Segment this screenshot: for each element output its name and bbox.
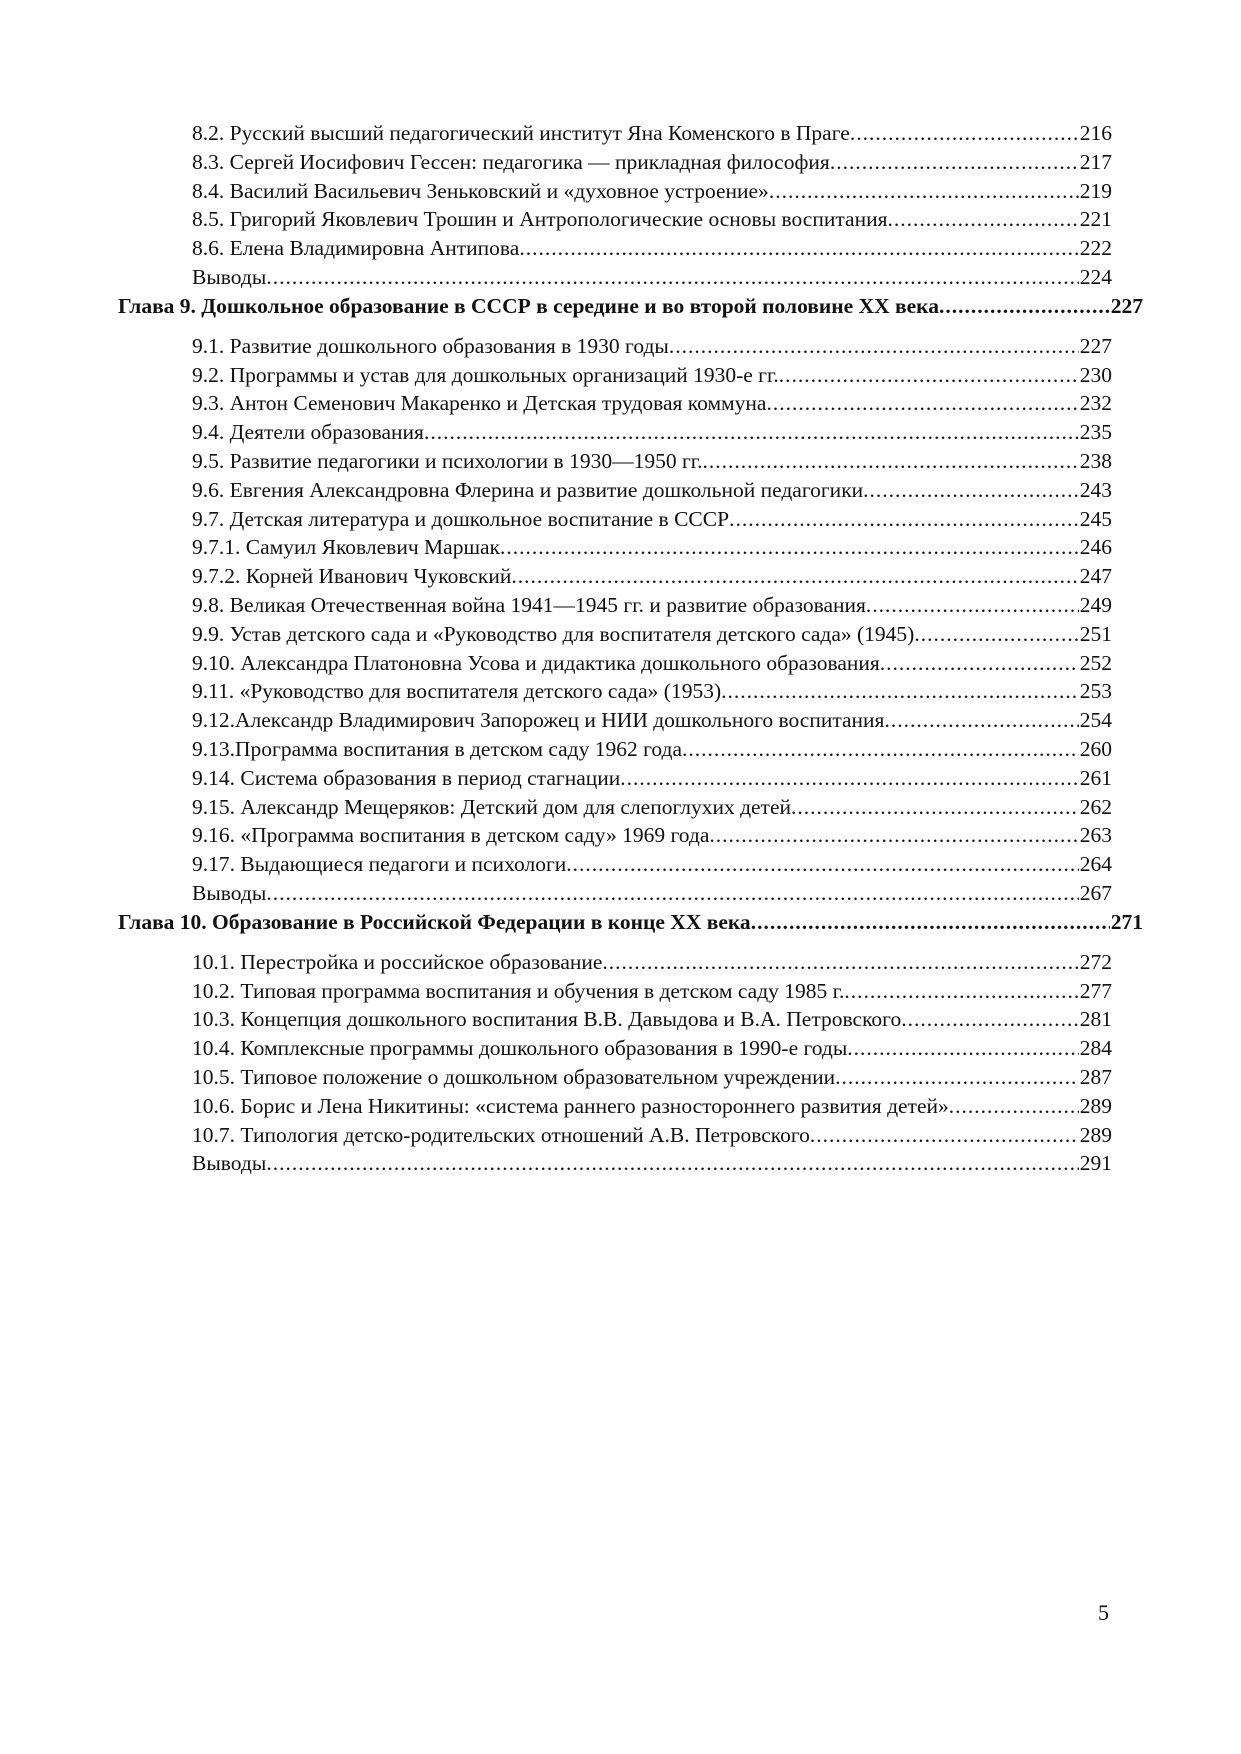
toc-chapter-heading — [118, 908, 1143, 948]
toc-entry — [192, 793, 1112, 822]
toc-entry — [192, 1005, 1112, 1034]
toc-entry-page: 254 — [1079, 708, 1112, 733]
toc-entry-title: 9.12.Александр Владимирович Запорожец и НИИ дошкольного воспитания — [192, 708, 885, 733]
dot-leader — [602, 948, 1078, 977]
dot-leader — [887, 205, 1078, 234]
toc-entry-title: 8.4. Василий Васильевич Зеньковский и «духовное устроение» — [192, 178, 769, 203]
dot-leader — [884, 706, 1078, 735]
toc-entry — [192, 389, 1112, 418]
toc-entry-page: 262 — [1079, 794, 1112, 819]
toc-entry — [192, 234, 1112, 263]
toc-entry-page: 271 — [1110, 909, 1143, 934]
toc-entry-page: 251 — [1079, 621, 1112, 646]
toc-entry-page: 238 — [1079, 448, 1112, 473]
toc-entry-page: 291 — [1079, 1151, 1112, 1176]
toc-entry-page: 261 — [1079, 765, 1112, 790]
toc-entry-title: 10.5. Типовое положение о дошкольном образовательном учреждении — [192, 1064, 836, 1089]
dot-leader — [939, 292, 1110, 321]
toc-entry — [192, 533, 1112, 562]
toc-entry-title: 9.17. Выдающиеся педагоги и психологи — [192, 852, 567, 877]
toc-entry-page: 260 — [1079, 736, 1112, 761]
dot-leader — [721, 677, 1079, 706]
dot-leader — [791, 793, 1079, 822]
toc-entry — [192, 764, 1112, 793]
toc-entry — [192, 821, 1112, 850]
toc-entry-page: 235 — [1079, 420, 1112, 445]
dot-leader — [751, 908, 1110, 937]
dot-leader — [830, 148, 1079, 177]
toc-entry-page: 245 — [1079, 506, 1112, 531]
toc-entry-page: 263 — [1079, 823, 1112, 848]
toc-entry-page: 277 — [1079, 978, 1112, 1003]
toc-entry-page: 217 — [1079, 149, 1112, 174]
dot-leader — [810, 1121, 1079, 1150]
dot-leader — [266, 263, 1078, 292]
toc-entry-title: 9.4. Деятели образования — [192, 420, 424, 445]
toc-entry-title: Выводы — [192, 880, 267, 905]
toc-entry-page: 224 — [1079, 264, 1112, 289]
toc-entry — [192, 1034, 1112, 1063]
toc-entry-title: 9.6. Евгения Александровна Флерина и развитие дошкольной педагогики — [192, 477, 864, 502]
toc-entry-title: Выводы — [192, 264, 267, 289]
dot-leader — [682, 735, 1079, 764]
toc-entry-page: 289 — [1079, 1122, 1112, 1147]
toc-entry-page: 272 — [1079, 949, 1112, 974]
toc-entry-page: 253 — [1079, 679, 1112, 704]
dot-leader — [566, 850, 1078, 879]
dot-leader — [669, 332, 1079, 361]
toc-entry-page: 246 — [1079, 535, 1112, 560]
toc-entry-title: 9.7. Детская литература и дошкольное воспитание в СССР — [192, 506, 730, 531]
toc-entry — [192, 1121, 1112, 1150]
table-of-contents — [0, 119, 1241, 1178]
toc-entry — [192, 1149, 1112, 1178]
toc-entry-title: 10.2. Типовая программа воспитания и обучения в детском саду 1985 г. — [192, 978, 845, 1003]
toc-entry-title: Глава 10. Образование в Российской Федерации в конце XX века — [118, 909, 751, 934]
toc-entry-title: 8.6. Елена Владимировна Антипова — [192, 236, 520, 261]
toc-entry-title: 10.6. Борис и Лена Никитины: «система раннего разностороннего развития детей» — [192, 1093, 949, 1118]
toc-entry — [192, 177, 1112, 206]
toc-entry — [192, 332, 1112, 361]
toc-entry — [192, 706, 1112, 735]
toc-entry-page: 284 — [1079, 1036, 1112, 1061]
toc-entry-page: 221 — [1079, 207, 1112, 232]
toc-entry — [192, 119, 1112, 148]
toc-entry-title: 9.16. «Программа воспитания в детском саду» 1969 года — [192, 823, 710, 848]
toc-entry-title: 9.7.2. Корней Иванович Чуковский — [192, 564, 512, 589]
toc-entry — [192, 677, 1112, 706]
dot-leader — [847, 1034, 1078, 1063]
toc-entry-title: 9.13.Программа воспитания в детском саду 1962 года — [192, 736, 683, 761]
toc-entry-page: 289 — [1079, 1093, 1112, 1118]
toc-entry-page: 281 — [1079, 1007, 1112, 1032]
toc-entry-page: 219 — [1079, 178, 1112, 203]
dot-leader — [901, 1005, 1079, 1034]
toc-entry-title: Глава 9. Дошкольное образование в СССР в середине и во второй половине XX века — [118, 293, 939, 318]
toc-entry-page: 230 — [1079, 362, 1112, 387]
toc-entry-title: 9.14. Система образования в период стагнации — [192, 765, 621, 790]
toc-entry — [192, 476, 1112, 505]
toc-entry-page: 222 — [1079, 236, 1112, 261]
dot-leader — [880, 649, 1079, 678]
toc-entry-title: 8.2. Русский высший педагогический институт Яна Коменского в Праге — [192, 121, 850, 145]
dot-leader — [835, 1063, 1079, 1092]
toc-entry — [192, 735, 1112, 764]
toc-entry-title: 8.5. Григорий Яковлевич Трошин и Антропологические основы воспитания — [192, 207, 888, 232]
toc-entry — [192, 447, 1112, 476]
toc-entry — [192, 620, 1112, 649]
dot-leader — [769, 177, 1079, 206]
page-number: 5 — [1098, 1600, 1109, 1625]
toc-entry — [192, 1092, 1112, 1121]
toc-entry-page: 247 — [1079, 564, 1112, 589]
dot-leader — [850, 119, 1079, 148]
dot-leader — [424, 418, 1079, 447]
dot-leader — [266, 1149, 1078, 1178]
toc-entry-page: 287 — [1079, 1064, 1112, 1089]
toc-entry-title: 9.5. Развитие педагогики и психологии в 1930—1950 гг. — [192, 448, 703, 473]
toc-entry-title: 9.11. «Руководство для воспитателя детского сада» (1953) — [192, 679, 722, 704]
toc-entry — [192, 148, 1112, 177]
toc-entry-title: 9.9. Устав детского сада и «Руководство для воспитателя детского сада» (1945) — [192, 621, 915, 646]
toc-entry-title: 10.4. Комплексные программы дошкольного образования в 1990-е годы — [192, 1036, 848, 1061]
toc-entry-title: 9.10. Александра Платоновна Усова и дидактика дошкольного образования — [192, 650, 880, 675]
toc-entry — [192, 977, 1112, 1006]
dot-leader — [519, 234, 1078, 263]
toc-entry — [192, 850, 1112, 879]
dot-leader — [620, 764, 1078, 793]
toc-entry-title: 9.1. Развитие дошкольного образования в 1930 годы — [192, 333, 669, 358]
dot-leader — [703, 447, 1079, 476]
dot-leader — [914, 620, 1078, 649]
dot-leader — [709, 821, 1078, 850]
dot-leader — [844, 977, 1078, 1006]
toc-entry — [192, 649, 1112, 678]
toc-entry-title: 9.7.1. Самуил Яковлевич Маршак — [192, 535, 500, 560]
toc-entry-title: 9.15. Александр Мещеряков: Детский дом для слепоглухих детей — [192, 794, 791, 819]
dot-leader — [511, 562, 1078, 591]
toc-entry-title: 9.8. Великая Отечественная война 1941—1945 гг. и развитие образования — [192, 592, 866, 617]
dot-leader — [766, 389, 1078, 418]
toc-entry — [192, 879, 1112, 908]
toc-entry-page: 227 — [1110, 293, 1143, 318]
toc-entry — [192, 948, 1112, 977]
toc-entry — [192, 263, 1112, 292]
toc-entry — [192, 418, 1112, 447]
toc-entry-page: 227 — [1079, 333, 1112, 358]
dot-leader — [949, 1092, 1079, 1121]
toc-entry-title: 8.3. Сергей Иосифович Гессен: педагогика — прикладная философия — [192, 149, 830, 174]
toc-entry — [192, 505, 1112, 534]
toc-entry-title: 10.7. Типология детско-родительских отношений А.В. Петровского — [192, 1122, 810, 1147]
toc-entry-title: 9.2. Программы и устав для дошкольных организаций 1930-е гг. — [192, 362, 779, 387]
dot-leader — [500, 533, 1079, 562]
toc-entry-page: 264 — [1079, 852, 1112, 877]
toc-entry — [192, 1063, 1112, 1092]
dot-leader — [863, 476, 1079, 505]
toc-entry — [192, 205, 1112, 234]
dot-leader — [779, 361, 1079, 390]
toc-entry-page: 267 — [1079, 880, 1112, 905]
toc-entry-page: 243 — [1079, 477, 1112, 502]
toc-entry-title: 10.1. Перестройка и российское образование — [192, 949, 603, 974]
toc-entry — [192, 361, 1112, 390]
dot-leader — [729, 505, 1079, 534]
toc-entry-title: 10.3. Концепция дошкольного воспитания В.В. Давыдова и В.А. Петровского — [192, 1007, 902, 1032]
toc-entry-page: 249 — [1079, 592, 1112, 617]
dot-leader — [266, 879, 1078, 908]
toc-entry — [192, 591, 1112, 620]
toc-entry-title: 9.3. Антон Семенович Макаренко и Детская трудовая коммуна — [192, 391, 767, 416]
toc-chapter-heading — [118, 292, 1143, 332]
toc-entry-title: Выводы — [192, 1151, 267, 1176]
toc-entry-page: 252 — [1079, 650, 1112, 675]
toc-entry — [192, 562, 1112, 591]
dot-leader — [866, 591, 1079, 620]
toc-entry-page: 232 — [1079, 391, 1112, 416]
toc-entry-page: 216 — [1079, 121, 1112, 145]
